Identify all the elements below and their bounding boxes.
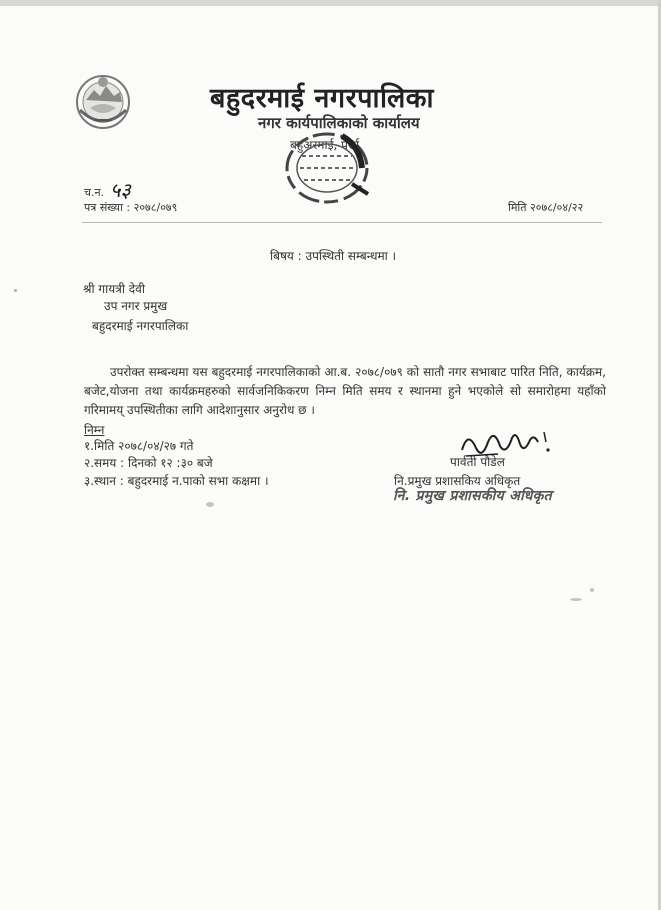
office-name: नगर कार्यपालिकाको कार्यालय [258,114,420,132]
recipient-designation: उप नगर प्रमुख [104,299,168,313]
letter-body: उपरोक्त सम्बन्धमा यस बहुदरमाई नगरपालिकाको आ.ब. २०७८/०७९ को सातौ नगर सभाबाट पारित निति, कार्यक्रम, बजेट,योजना तथा कार्यक्रमहरुको सार्वजनिकिकरण निम्न मिति समय र स्थानमा हुने भएकोले सो समारोहमा यहाँको गरिमामय् उपस्थितीका लागि आदेशानुसार अनुरोध छ । [84,365,606,417]
scan-speck [206,502,214,507]
details-venue: ३.स्थान : बहुदरमाई न.पाको सभा कक्षमा । [84,474,269,488]
details-time: २.समय : दिनको १२ :३० बजे [84,456,213,470]
subject-line: बिषय : उपस्थिती सम्बन्धमा । [270,249,397,263]
details-date: १.मिति २०७८/०४/२७ गते [84,439,194,453]
signatory-rubber-stamp: नि. प्रमुख प्रशासकीय अधिकृत [393,488,552,504]
scan-speck [14,289,17,292]
letter-number: पत्र संख्या : २०७८/०७९ [84,201,178,214]
reference-number-label: च.न. [84,186,105,199]
scan-speck [590,588,594,592]
header-divider [82,222,602,223]
organization-name: बहुदरमाई नगरपालिका [210,83,435,114]
reference-number-value: ५३ [110,178,131,202]
signatory-title: नि.प्रमुख प्रशासकिय अधिकृत [394,474,521,488]
letter-date: मिति २०७८/०४/२२ [508,201,584,214]
office-stamp-icon [282,128,372,208]
scan-edge-top [0,0,661,6]
signatory-name: पार्वती पौडेल [450,455,505,469]
recipient-organization: बहुदरमाई नगरपालिका [92,319,189,333]
nepal-emblem-icon [74,70,132,130]
office-address: बहुअरमाई, पर्सा [290,138,360,152]
scan-speck [570,598,582,601]
recipient-name: श्री गायत्री देवी [83,282,145,296]
details-heading: निम्न [84,423,105,437]
